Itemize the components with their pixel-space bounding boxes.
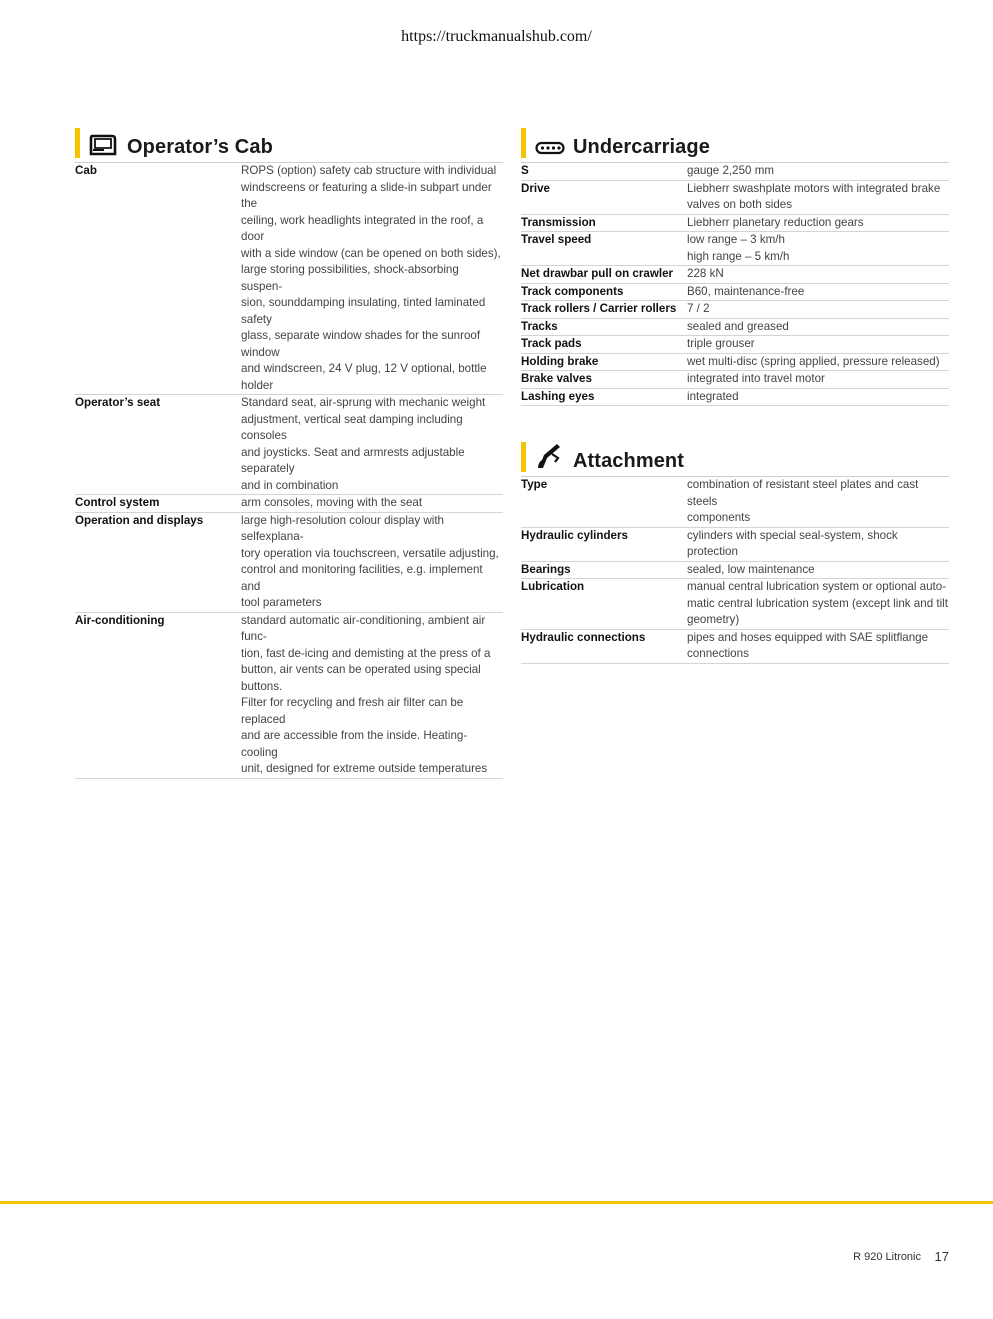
accent-bar: [75, 128, 80, 158]
spec-value: triple grouser: [687, 336, 949, 354]
section-header: [521, 128, 949, 163]
spec-label: Operator’s seat: [75, 395, 241, 495]
cab-icon: [89, 133, 117, 157]
attachment-section: [521, 442, 949, 664]
spec-value: Standard seat, air-sprung with mechanic weight adjustment, vertical seat damping including consoles and joysticks. Seat and armrests adjustable separately and in combination: [241, 395, 503, 495]
table-row: [75, 395, 503, 495]
spec-value: sealed and greased: [687, 318, 949, 336]
spec-value: Liebherr planetary reduction gears: [687, 214, 949, 232]
spec-label: Transmission: [521, 214, 687, 232]
section-title: Operator’s Cab: [127, 136, 273, 158]
table-row: [521, 336, 949, 354]
spec-value: standard automatic air-conditioning, ambient air func- tion, fast de-icing and demisting at the press of a button, air vents can be operated using special buttons. Filter for recycling and fresh air filter can be replaced and are accessible from the inside. Heating-cooling unit, designed for extreme outside temperatures: [241, 612, 503, 778]
operators-cab-section: [75, 128, 503, 779]
undercarriage-section: [521, 128, 949, 406]
table-row: [521, 266, 949, 284]
spec-label: Brake valves: [521, 371, 687, 389]
spec-value: gauge 2,250 mm: [687, 163, 949, 180]
spec-value: wet multi-disc (spring applied, pressure released): [687, 353, 949, 371]
spec-label: Cab: [75, 163, 241, 395]
spec-value: manual central lubrication system or optional auto- matic central lubrication system (except link and tilt geometry): [687, 579, 949, 630]
section-title: Attachment: [573, 450, 685, 472]
section-header: [75, 128, 503, 163]
spec-value: pipes and hoses equipped with SAE splitflange connections: [687, 629, 949, 663]
spec-value: ROPS (option) safety cab structure with individual windscreens or featuring a slide-in subpart under the ceiling, work headlights integrated in the roof, a door with a side window (can be opened on both sides), large storing possibilities, shock-absorbing suspen- sion, sounddamping insulating, tinted laminated safety glass, separate window shades for the sunroof window and windscreen, 24 V plug, 12 V optional, bottle holder: [241, 163, 503, 395]
spec-label: Drive: [521, 180, 687, 214]
footer-divider: [0, 1201, 993, 1204]
spec-label: Track pads: [521, 336, 687, 354]
footer-model-name: R 920 Litronic: [853, 1251, 921, 1263]
table-row: [521, 301, 949, 319]
spec-label: Track components: [521, 283, 687, 301]
table-row: [521, 371, 949, 389]
table-row: [521, 353, 949, 371]
table-row: [521, 232, 949, 266]
spec-label: Hydraulic connections: [521, 629, 687, 663]
table-row: [521, 629, 949, 663]
spec-label: S: [521, 163, 687, 180]
spec-label: Lubrication: [521, 579, 687, 630]
table-row: [521, 579, 949, 630]
table-row: [75, 163, 503, 395]
table-row: [521, 318, 949, 336]
spec-value: 228 kN: [687, 266, 949, 284]
spec-label: Travel speed: [521, 232, 687, 266]
spec-value: sealed, low maintenance: [687, 561, 949, 579]
table-row: [75, 512, 503, 612]
table-row: [521, 214, 949, 232]
spec-label: Holding brake: [521, 353, 687, 371]
spec-value: integrated: [687, 388, 949, 406]
spec-label: Tracks: [521, 318, 687, 336]
spec-label: Hydraulic cylinders: [521, 527, 687, 561]
spec-value: integrated into travel motor: [687, 371, 949, 389]
spec-value: 7 / 2: [687, 301, 949, 319]
table-row: [521, 527, 949, 561]
source-url[interactable]: https://truckmanualshub.com/: [401, 28, 592, 45]
spec-value: B60, maintenance-free: [687, 283, 949, 301]
excavator-arm-icon: [535, 441, 563, 471]
spec-label: Operation and displays: [75, 512, 241, 612]
spec-value: low range – 3 km/h high range – 5 km/h: [687, 232, 949, 266]
spec-value: arm consoles, moving with the seat: [241, 495, 503, 513]
page-number: 17: [934, 1249, 949, 1264]
spec-label: Net drawbar pull on crawler: [521, 266, 687, 284]
table-row: [75, 612, 503, 778]
section-title: Undercarriage: [573, 136, 710, 158]
spec-label: Bearings: [521, 561, 687, 579]
table-row: [521, 283, 949, 301]
table-row: [75, 495, 503, 513]
track-icon: [535, 141, 565, 155]
table-row: [521, 561, 949, 579]
table-row: [521, 388, 949, 406]
spec-label: Lashing eyes: [521, 388, 687, 406]
attachment-spec-table: [521, 477, 949, 664]
spec-label: Type: [521, 477, 687, 527]
accent-bar: [521, 128, 526, 158]
spec-label: Track rollers / Carrier rollers: [521, 301, 687, 319]
spec-label: Control system: [75, 495, 241, 513]
table-row: [521, 180, 949, 214]
spec-value: combination of resistant steel plates and cast steels components: [687, 477, 949, 527]
accent-bar: [521, 442, 526, 472]
spec-label: Air-conditioning: [75, 612, 241, 778]
spec-value: large high-resolution colour display with selfexplana- tory operation via touchscreen, versatile adjusting, control and monitoring facilities, e.g. implement and tool parameters: [241, 512, 503, 612]
spec-value: Liebherr swashplate motors with integrated brake valves on both sides: [687, 180, 949, 214]
table-row: [521, 477, 949, 527]
cab-spec-table: [75, 163, 503, 779]
section-header: [521, 442, 949, 477]
table-row: [521, 163, 949, 180]
undercarriage-spec-table: [521, 163, 949, 406]
spec-value: cylinders with special seal-system, shock protection: [687, 527, 949, 561]
